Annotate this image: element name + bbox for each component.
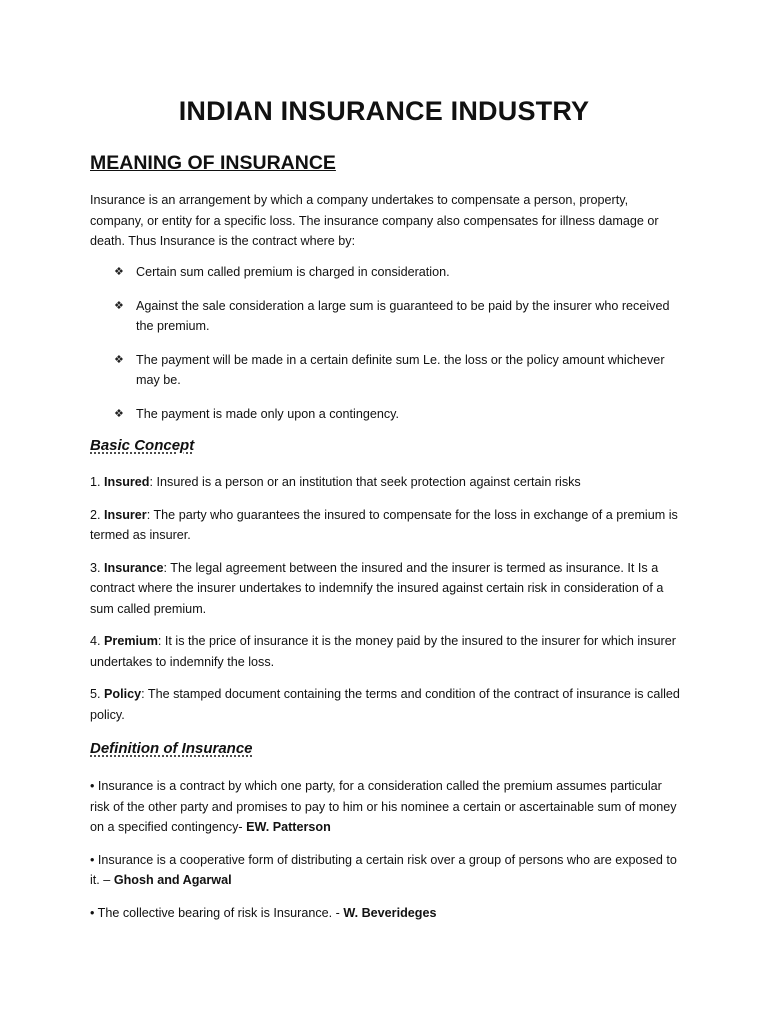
definition-item: • Insurance is a cooperative form of distributing a certain risk over a group of persons who are exposed to it. – Ghosh and Agarwal [90,852,677,887]
list-item [90,262,680,283]
list-item-text: The payment is made only upon a contingency. [136,406,399,421]
intro-paragraph: Insurance is an arrangement by which a company undertakes to compensate a person, property, company, or entity for a specific loss. The insurance company also compensates for illness damage or death. Thus Insurance is the contract where by: [90,193,659,248]
concept-item: 5. Policy: The stamped document containing the terms and condition of the contract of insurance is called policy. [90,687,680,722]
diamond-bullet-icon: ❖ [114,353,124,366]
definition-author: Ghosh and Agarwal [113,873,232,887]
concept-item: 4. Premium: It is the price of insurance it is the money paid by the insured to the insurer for which insurer undertakes to indemnify the loss. [90,634,676,669]
page-title: INDIAN INSURANCE INDUSTRY [178,96,590,126]
list-item [90,404,680,425]
concept-term: Policy [104,687,142,701]
diamond-bullet-icon: ❖ [114,299,124,312]
concept-term: Insurer [104,507,147,522]
section-heading: MEANING OF INSURANCE [90,152,336,174]
diamond-bullet-icon: ❖ [114,407,124,420]
concept-term: Insurance [104,560,164,575]
definition-list [90,776,680,935]
list-item-text: The payment will be made in a certain definite sum Le. the loss or the policy amount whichever may be. [136,352,665,387]
list-item-text: Against the sale consideration a large sum is guaranteed to be paid by the insurer who received the premium. [136,298,670,333]
definition-item: • Insurance is a contract by which one party, for a consideration called the premium assumes particular risk of the other party and promises to pay to him or his nominee a certain or ascertainable sum of money on a specified contingency- EW. Patterson [90,779,677,834]
definition-item: • The collective bearing of risk is Insurance. - W. Beverideges [90,905,437,920]
list-item-text: Certain sum called premium is charged in consideration. [136,265,450,279]
concept-item: 2. Insurer: The party who guarantees the insured to compensate for the loss in exchange of a premium is termed as insurer. [90,507,678,542]
list-item [90,296,680,337]
definition-author: EW. Patterson [246,820,331,834]
definition-heading: Definition of Insurance [90,740,253,757]
concept-item: 3. Insurance: The legal agreement between the insured and the insurer is termed as insurance. It Is a contract where the insurer undertakes to indemnify the insured against certain risk in consideration of a sum called premium. [90,560,664,616]
diamond-bullet-icon: ❖ [114,266,124,278]
definition-author: W. Beverideges [343,905,437,920]
bullet-list [90,262,680,437]
concept-list [90,472,680,737]
concept-term: Premium [104,634,158,648]
list-item [90,350,680,391]
concept-item: 1. Insured: Insured is a person or an institution that seek protection against certain risks [90,475,581,489]
concept-term: Insured [104,475,150,489]
basic-concept-heading: Basic Concept [90,437,195,454]
